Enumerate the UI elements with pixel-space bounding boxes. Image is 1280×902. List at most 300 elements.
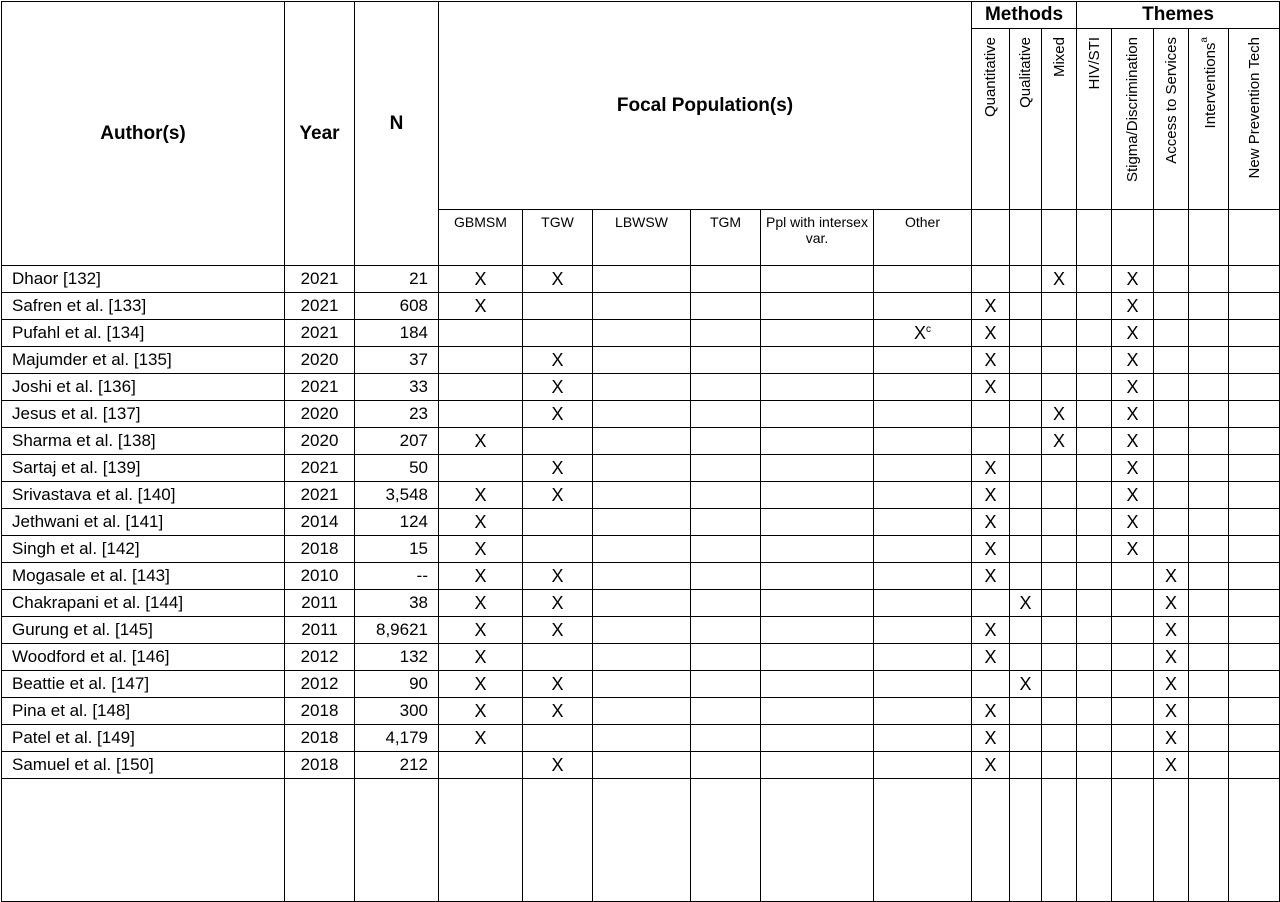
mark-cell: X xyxy=(523,590,593,617)
mark-cell xyxy=(761,428,874,455)
mark-cell xyxy=(874,752,972,779)
mark-cell xyxy=(1189,563,1229,590)
year-cell: 2010 xyxy=(285,563,355,590)
mark-cell xyxy=(439,455,523,482)
mark-cell: X xyxy=(972,752,1010,779)
n-cell: 608 xyxy=(355,293,439,320)
header-blank xyxy=(1154,210,1189,266)
mark-cell xyxy=(1010,347,1042,374)
mark-cell: X xyxy=(1042,401,1077,428)
mark-cell xyxy=(1154,293,1189,320)
mark-cell xyxy=(1189,374,1229,401)
mark-cell xyxy=(523,509,593,536)
mark-cell: X xyxy=(1154,752,1189,779)
header-n: N xyxy=(355,2,439,266)
other-footnote: c xyxy=(926,323,931,335)
mark-cell xyxy=(874,509,972,536)
mark-cell xyxy=(761,752,874,779)
mark-cell xyxy=(593,455,691,482)
empty-cell xyxy=(1229,779,1280,902)
mark-cell xyxy=(1042,563,1077,590)
mark-cell xyxy=(1189,752,1229,779)
author-cell: Pufahl et al. [134] xyxy=(2,320,285,347)
mark-cell xyxy=(691,401,761,428)
empty-cell xyxy=(523,779,593,902)
mark-cell: X xyxy=(1154,698,1189,725)
mark-cell xyxy=(1042,455,1077,482)
mark-cell xyxy=(874,401,972,428)
n-cell: 37 xyxy=(355,347,439,374)
author-cell: Woodford et al. [146] xyxy=(2,644,285,671)
mark-cell xyxy=(1112,671,1154,698)
mark-cell xyxy=(874,617,972,644)
table-row xyxy=(2,509,1280,536)
mark-cell xyxy=(691,374,761,401)
mark-cell xyxy=(1077,401,1112,428)
empty-cell xyxy=(874,779,972,902)
header-year: Year xyxy=(285,2,355,266)
mark-cell xyxy=(761,725,874,752)
mark-cell xyxy=(874,266,972,293)
mark-cell xyxy=(1112,725,1154,752)
mark-cell xyxy=(1010,563,1042,590)
mark-cell: X xyxy=(1112,482,1154,509)
mark-cell xyxy=(1189,590,1229,617)
mark-cell: X xyxy=(439,266,523,293)
mark-cell xyxy=(691,698,761,725)
mark-cell: X xyxy=(1112,428,1154,455)
mark-cell xyxy=(1229,752,1280,779)
empty-cell xyxy=(2,779,285,902)
mark-cell xyxy=(1077,509,1112,536)
table-row xyxy=(2,320,1280,347)
mark-cell: X xyxy=(523,698,593,725)
mark-cell xyxy=(691,671,761,698)
author-cell: Chakrapani et al. [144] xyxy=(2,590,285,617)
mark-cell xyxy=(1229,428,1280,455)
mark-cell xyxy=(1010,401,1042,428)
year-cell: 2021 xyxy=(285,320,355,347)
n-cell: 90 xyxy=(355,671,439,698)
mark-cell xyxy=(874,293,972,320)
mark-cell: X xyxy=(1042,428,1077,455)
mark-cell: X xyxy=(523,401,593,428)
mark-cell xyxy=(1189,428,1229,455)
mark-cell xyxy=(874,482,972,509)
mark-cell: X xyxy=(439,563,523,590)
header-stigma: Stigma/Discrimination xyxy=(1112,29,1154,210)
table-row xyxy=(2,725,1280,752)
mark-cell xyxy=(761,698,874,725)
mark-cell xyxy=(593,428,691,455)
table-row xyxy=(2,347,1280,374)
n-cell: -- xyxy=(355,563,439,590)
mark-cell xyxy=(874,428,972,455)
mark-cell xyxy=(1042,671,1077,698)
mark-cell xyxy=(593,509,691,536)
mark-cell xyxy=(1010,536,1042,563)
mark-cell: X xyxy=(439,590,523,617)
mark-cell xyxy=(523,725,593,752)
mark-cell xyxy=(972,428,1010,455)
mark-cell xyxy=(1042,509,1077,536)
mark-cell xyxy=(1154,455,1189,482)
year-cell: 2020 xyxy=(285,347,355,374)
mark-cell xyxy=(1189,725,1229,752)
mark-cell xyxy=(1077,320,1112,347)
mark-cell xyxy=(1229,482,1280,509)
mark-cell: X xyxy=(523,455,593,482)
year-cell: 2021 xyxy=(285,455,355,482)
mark-cell xyxy=(1229,644,1280,671)
mark-cell xyxy=(593,698,691,725)
empty-cell xyxy=(691,779,761,902)
n-cell: 33 xyxy=(355,374,439,401)
header-methods: Methods xyxy=(972,2,1077,29)
mark-cell xyxy=(1077,698,1112,725)
empty-cell xyxy=(1077,779,1112,902)
mark-cell xyxy=(523,320,593,347)
interventions-footnote: a xyxy=(1198,37,1210,43)
header-themes: Themes xyxy=(1077,2,1280,29)
n-cell: 124 xyxy=(355,509,439,536)
mark-cell xyxy=(1229,374,1280,401)
table-row xyxy=(2,698,1280,725)
mark-cell xyxy=(1010,293,1042,320)
mark-cell: $X^c$ xyxy=(874,320,972,347)
author-cell: Dhaor [132] xyxy=(2,266,285,293)
header-mixed: Mixed xyxy=(1042,29,1077,210)
mark-cell xyxy=(1229,698,1280,725)
mark-cell: X xyxy=(972,725,1010,752)
literature-table xyxy=(1,1,1280,902)
author-cell: Samuel et al. [150] xyxy=(2,752,285,779)
mark-cell xyxy=(1077,752,1112,779)
year-cell: 2012 xyxy=(285,671,355,698)
mark-cell xyxy=(1112,644,1154,671)
table-row xyxy=(2,563,1280,590)
mark-cell xyxy=(874,644,972,671)
mark-cell xyxy=(761,266,874,293)
mark-cell xyxy=(1229,725,1280,752)
mark-cell xyxy=(1189,536,1229,563)
mark-cell xyxy=(1077,536,1112,563)
mark-cell xyxy=(1077,671,1112,698)
author-cell: Joshi et al. [136] xyxy=(2,374,285,401)
mark-cell xyxy=(1077,644,1112,671)
mark-cell: X xyxy=(439,671,523,698)
table-row xyxy=(2,374,1280,401)
mark-cell xyxy=(1010,725,1042,752)
mark-cell: X xyxy=(439,428,523,455)
mark-cell: X xyxy=(1154,671,1189,698)
table-row xyxy=(2,428,1280,455)
mark-cell xyxy=(593,644,691,671)
mark-cell: X xyxy=(972,644,1010,671)
mark-cell: X xyxy=(523,617,593,644)
mark-cell: X xyxy=(972,617,1010,644)
mark-cell: X xyxy=(1112,536,1154,563)
mark-cell xyxy=(593,293,691,320)
mark-cell xyxy=(593,347,691,374)
mark-cell xyxy=(874,671,972,698)
mark-cell xyxy=(593,617,691,644)
mark-cell xyxy=(691,644,761,671)
mark-cell xyxy=(874,455,972,482)
mark-cell: X xyxy=(439,725,523,752)
mark-cell: X xyxy=(1042,266,1077,293)
header-tgm: TGM xyxy=(691,210,761,266)
mark-cell xyxy=(761,320,874,347)
mark-cell: X xyxy=(1112,509,1154,536)
mark-cell xyxy=(1229,266,1280,293)
mark-cell xyxy=(1010,509,1042,536)
year-cell: 2021 xyxy=(285,293,355,320)
mark-cell xyxy=(593,752,691,779)
mark-cell xyxy=(1154,266,1189,293)
author-cell: Beattie et al. [147] xyxy=(2,671,285,698)
mark-cell xyxy=(691,590,761,617)
mark-cell xyxy=(1077,428,1112,455)
mark-cell xyxy=(691,347,761,374)
n-cell: 23 xyxy=(355,401,439,428)
mark-cell: X xyxy=(972,698,1010,725)
mark-cell: X xyxy=(1010,671,1042,698)
mark-cell xyxy=(1154,320,1189,347)
mark-cell xyxy=(1042,617,1077,644)
mark-cell xyxy=(1077,347,1112,374)
mark-cell: X xyxy=(1112,401,1154,428)
year-cell: 2018 xyxy=(285,536,355,563)
year-cell: 2018 xyxy=(285,725,355,752)
mark-cell xyxy=(691,617,761,644)
header-blank xyxy=(1189,210,1229,266)
mark-cell: X xyxy=(972,455,1010,482)
mark-cell xyxy=(1010,644,1042,671)
mark-cell xyxy=(874,698,972,725)
mark-cell xyxy=(1189,698,1229,725)
mark-cell xyxy=(1189,266,1229,293)
mark-cell xyxy=(1077,455,1112,482)
mark-cell xyxy=(1189,482,1229,509)
mark-cell xyxy=(1042,293,1077,320)
table-row xyxy=(2,671,1280,698)
year-cell: 2018 xyxy=(285,752,355,779)
mark-cell xyxy=(1010,698,1042,725)
mark-cell xyxy=(593,401,691,428)
n-cell: 212 xyxy=(355,752,439,779)
mark-cell xyxy=(1112,752,1154,779)
mark-cell xyxy=(874,563,972,590)
mark-cell xyxy=(1077,266,1112,293)
mark-cell xyxy=(1154,509,1189,536)
table-row xyxy=(2,590,1280,617)
header-new-prevention-tech: New Prevention Tech xyxy=(1229,29,1280,210)
header-blank xyxy=(1112,210,1154,266)
mark-cell xyxy=(1077,563,1112,590)
mark-cell xyxy=(439,752,523,779)
mark-cell: X xyxy=(439,482,523,509)
mark-cell xyxy=(593,482,691,509)
mark-cell xyxy=(593,266,691,293)
year-cell: 2020 xyxy=(285,401,355,428)
mark-cell xyxy=(523,644,593,671)
mark-cell xyxy=(691,320,761,347)
n-cell: 4,179 xyxy=(355,725,439,752)
author-cell: Pina et al. [148] xyxy=(2,698,285,725)
author-cell: Sartaj et al. [139] xyxy=(2,455,285,482)
mark-cell xyxy=(874,725,972,752)
mark-cell: X xyxy=(972,347,1010,374)
mark-cell xyxy=(1010,428,1042,455)
mark-cell: X xyxy=(439,698,523,725)
mark-cell xyxy=(691,428,761,455)
mark-cell xyxy=(1189,617,1229,644)
mark-cell xyxy=(874,374,972,401)
mark-cell: X xyxy=(1112,293,1154,320)
mark-cell xyxy=(691,482,761,509)
mark-cell xyxy=(1077,617,1112,644)
author-cell: Srivastava et al. [140] xyxy=(2,482,285,509)
empty-cell xyxy=(972,779,1010,902)
mark-cell xyxy=(972,266,1010,293)
mark-cell xyxy=(972,401,1010,428)
mark-cell xyxy=(1010,617,1042,644)
mark-cell xyxy=(1077,482,1112,509)
n-cell: 207 xyxy=(355,428,439,455)
mark-cell xyxy=(1042,725,1077,752)
header-blank xyxy=(1229,210,1280,266)
mark-cell xyxy=(1229,320,1280,347)
n-cell: 8,9621 xyxy=(355,617,439,644)
mark-cell xyxy=(691,536,761,563)
author-cell: Jethwani et al. [141] xyxy=(2,509,285,536)
mark-cell xyxy=(593,563,691,590)
mark-cell xyxy=(1154,347,1189,374)
mark-cell xyxy=(1042,644,1077,671)
mark-cell xyxy=(1042,698,1077,725)
mark-cell: X xyxy=(523,266,593,293)
mark-cell xyxy=(761,563,874,590)
mark-cell xyxy=(1010,320,1042,347)
table-row xyxy=(2,536,1280,563)
mark-cell xyxy=(761,455,874,482)
mark-cell xyxy=(439,320,523,347)
author-cell: Safren et al. [133] xyxy=(2,293,285,320)
year-cell: 2011 xyxy=(285,590,355,617)
empty-cell xyxy=(1189,779,1229,902)
table-row xyxy=(2,752,1280,779)
empty-cell xyxy=(355,779,439,902)
mark-cell: X xyxy=(1010,590,1042,617)
mark-cell xyxy=(761,536,874,563)
n-cell: 38 xyxy=(355,590,439,617)
mark-cell: X xyxy=(1112,374,1154,401)
mark-cell xyxy=(874,347,972,374)
mark-cell xyxy=(972,590,1010,617)
mark-cell: X xyxy=(523,671,593,698)
mark-cell: X xyxy=(972,320,1010,347)
author-cell: Sharma et al. [138] xyxy=(2,428,285,455)
header-hiv-sti: HIV/STI xyxy=(1077,29,1112,210)
empty-cell xyxy=(1112,779,1154,902)
mark-cell xyxy=(1229,590,1280,617)
mark-cell xyxy=(761,374,874,401)
mark-cell xyxy=(691,752,761,779)
mark-cell: X xyxy=(523,374,593,401)
mark-cell xyxy=(761,509,874,536)
mark-cell xyxy=(439,401,523,428)
header-quantitative: Quantitative xyxy=(972,29,1010,210)
n-cell: 184 xyxy=(355,320,439,347)
mark-cell: X xyxy=(1154,617,1189,644)
header-blank xyxy=(1077,210,1112,266)
mark-cell xyxy=(1112,590,1154,617)
mark-cell xyxy=(761,617,874,644)
mark-cell xyxy=(1010,482,1042,509)
empty-cell xyxy=(761,779,874,902)
mark-cell xyxy=(523,428,593,455)
mark-cell xyxy=(1077,590,1112,617)
mark-cell: X xyxy=(972,482,1010,509)
mark-cell: X xyxy=(1154,644,1189,671)
author-cell: Patel et al. [149] xyxy=(2,725,285,752)
mark-cell: X xyxy=(439,617,523,644)
header-qualitative: Qualitative xyxy=(1010,29,1042,210)
year-cell: 2014 xyxy=(285,509,355,536)
header-gbmsm: GBMSM xyxy=(439,210,523,266)
mark-cell xyxy=(1077,293,1112,320)
table-row xyxy=(2,617,1280,644)
mark-cell xyxy=(874,536,972,563)
mark-cell xyxy=(1042,482,1077,509)
table-row xyxy=(2,266,1280,293)
mark-cell xyxy=(761,401,874,428)
mark-cell xyxy=(593,320,691,347)
n-cell: 21 xyxy=(355,266,439,293)
mark-cell: X xyxy=(972,536,1010,563)
mark-cell: X xyxy=(523,347,593,374)
mark-cell: X xyxy=(439,536,523,563)
empty-cell xyxy=(593,779,691,902)
mark-cell xyxy=(1229,617,1280,644)
mark-cell xyxy=(1229,401,1280,428)
header-blank xyxy=(1010,210,1042,266)
mark-cell xyxy=(1189,671,1229,698)
mark-cell xyxy=(1154,374,1189,401)
mark-cell xyxy=(761,347,874,374)
mark-cell: X xyxy=(1154,725,1189,752)
header-access: Access to Services xyxy=(1154,29,1189,210)
table-row xyxy=(2,401,1280,428)
mark-cell xyxy=(1154,401,1189,428)
mark-cell xyxy=(1189,401,1229,428)
author-cell: Singh et al. [142] xyxy=(2,536,285,563)
mark-cell xyxy=(691,509,761,536)
mark-cell: X xyxy=(1112,347,1154,374)
mark-cell xyxy=(1189,455,1229,482)
year-cell: 2021 xyxy=(285,482,355,509)
mark-cell xyxy=(593,725,691,752)
mark-cell xyxy=(1229,293,1280,320)
year-cell: 2021 xyxy=(285,266,355,293)
empty-cell xyxy=(439,779,523,902)
year-cell: 2012 xyxy=(285,644,355,671)
header-blank xyxy=(972,210,1010,266)
mark-cell xyxy=(1010,266,1042,293)
table-row xyxy=(2,455,1280,482)
mark-cell xyxy=(593,590,691,617)
